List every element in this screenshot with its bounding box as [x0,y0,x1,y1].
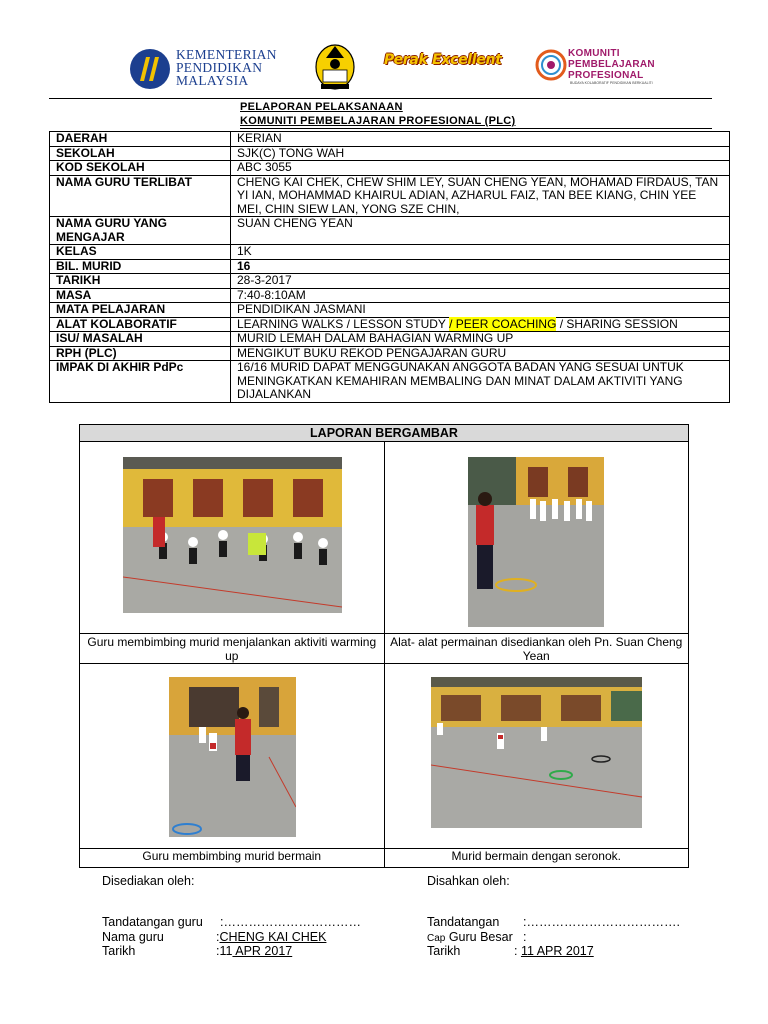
sekolah-label: SEKOLAH [50,146,231,161]
kpm-wordmark [176,48,277,87]
teacher-name-colon: : [216,930,220,944]
left-date-field [216,944,292,958]
kelas-value: 1K [231,245,730,260]
left-date-label: Tarikh [102,944,136,958]
alat-part-highlighted: / PEER COACHING [449,316,557,331]
approved-by-label: Disahkan oleh: [427,874,510,888]
perak-crest-icon [312,40,358,92]
photo-caption-3: Guru membimbing murid bermain [80,849,385,868]
plc-emblem-icon [534,48,568,82]
impak-label: IMPAK DI AKHIR PdPc [50,361,231,403]
table-row [50,146,730,161]
table-row [50,161,730,176]
photo-caption-4: Murid bermain dengan seronok. [384,849,689,868]
table-row [50,175,730,217]
guru-terlibat-value: CHENG KAI CHEK, CHEW SHIM LEY, SUAN CHENG YEAN, MOHAMAD FIRDAUS, TAN YI IAN, MOHAMMAD KHAIRUL ADIAN, AZHARUL FAIZ, TAN BEE KIANG, CHIN YEE MEI, CHIN SIEW LAN, YONG SZE CHIN, [231,175,730,217]
isu-label: ISU/ MASALAH [50,332,231,347]
bil-murid-value: 16 [231,259,730,274]
perak-excellent-logo [384,52,508,76]
teacher-name-value: CHENG KAI CHEK [219,930,327,944]
mata-pelajaran-label: MATA PELAJARAN [50,303,231,318]
kpm-logo [130,46,290,90]
right-date-label: Tarikh [427,944,461,958]
photo-cell-4 [384,664,689,849]
impak-value: 16/16 MURID DAPAT MENGGUNAKAN ANGGOTA BADAN YANG SESUAI UNTUK MENINGKATKAN KEMAHIRAN MEMBALING DAN MINAT DALAM AKTIVITI YANG DIJALANKAN [231,361,730,403]
headmaster-signature-line: :………………………………. [523,915,680,929]
equipment-photo [468,457,604,627]
guru-mengajar-label: NAMA GURU YANG MENGAJAR [50,217,231,245]
bil-murid-label: BIL. MURID [50,259,231,274]
guru-terlibat-label: NAMA GURU TERLIBAT [50,175,231,217]
plc-wordmark [568,48,655,81]
left-date-day: :11 [216,944,233,958]
info-table [49,131,730,403]
students-playing-photo [431,677,642,828]
daerah-label: DAERAH [50,132,231,147]
report-title-line-2: KOMUNITI PEMBELAJARAN PROFESIONAL (PLC) [240,115,516,127]
plc-line-2: PEMBELAJARAN [568,59,655,70]
alat-kolaboratif-label: ALAT KOLABORATIF [50,317,231,332]
photo-cell-2 [384,442,689,634]
table-row [50,346,730,361]
kod-sekolah-label: KOD SEKOLAH [50,161,231,176]
headmaster-label: Guru Besar [445,930,513,944]
table-row [50,217,730,245]
photo-report-heading: LAPORAN BERGAMBAR [80,425,689,442]
table-row [50,332,730,347]
right-date-field [514,944,594,958]
tarikh-label: TARIKH [50,274,231,289]
alat-part-c: / SHARING SESSION [556,316,678,331]
perak-crest-logo [312,40,358,92]
right-date-colon: : [514,944,521,958]
tarikh-value: 28-3-2017 [231,274,730,289]
plc-tagline: BUDAYA KOLABORATIF PENDIDIKAN BERKUALITI [570,81,653,85]
prepared-by-label: Disediakan oleh: [102,874,195,888]
table-row [50,317,730,332]
photo-cell-3 [80,664,385,849]
guided-play-photo [169,677,296,837]
teacher-signature-line: :…………………………… [220,915,361,929]
plc-line-1: KOMUNITI [568,48,620,59]
teacher-signature-label: Tandatangan guru [102,915,203,929]
perak-excellent-wordmark: Perak Excellent [384,52,502,68]
headmaster-stamp-row [427,930,513,944]
kpm-line-2: PENDIDIKAN [176,60,263,75]
kelas-label: KELAS [50,245,231,260]
table-row [50,361,730,403]
table-row [50,274,730,289]
plc-logo [534,46,655,90]
mata-pelajaran-value: PENDIDIKAN JASMANI [231,303,730,318]
teacher-name-label: Nama guru [102,930,164,944]
photo-report-table [79,424,689,868]
stamp-label: Cap [427,933,446,944]
photo-caption-1: Guru membimbing murid menjalankan aktiviti warming up [80,634,385,664]
alat-part-a: LEARNING WALKS / LESSON STUDY [237,316,450,331]
rph-label: RPH (PLC) [50,346,231,361]
table-row [50,303,730,318]
right-date-value: 11 APR 2017 [520,944,594,958]
header-rule [49,98,712,99]
rph-value: MENGIKUT BUKU REKOD PENGAJARAN GURU [231,346,730,361]
daerah-value: KERIAN [231,132,730,147]
isu-value: MURID LEMAH DALAM BAHAGIAN WARMING UP [231,332,730,347]
photo-caption-2: Alat- alat permainan disediankan oleh Pn. Suan Cheng Yean [384,634,689,664]
sekolah-value: SJK(C) TONG WAH [231,146,730,161]
alat-kolaboratif-value [231,317,730,332]
kod-sekolah-value: ABC 3055 [231,161,730,176]
table-row [50,132,730,147]
table-row [50,259,730,274]
warmup-activity-photo [123,457,342,613]
guru-mengajar-value: SUAN CHENG YEAN [231,217,730,245]
title-rule [240,128,712,129]
table-row [50,245,730,260]
kpm-line-3: MALAYSIA [176,73,249,88]
teacher-name-field [216,930,326,944]
masa-value: 7:40-8:10AM [231,288,730,303]
left-date-month-year: APR 2017 [232,944,293,958]
photo-cell-1 [80,442,385,634]
masa-label: MASA [50,288,231,303]
kpm-line-1: KEMENTERIAN [176,47,277,62]
kpm-emblem-icon [130,49,170,89]
report-title-line-1: PELAPORAN PELAKSANAAN [240,101,403,113]
table-row [50,288,730,303]
headmaster-signature-label: Tandatangan [427,915,500,929]
plc-line-3: PROFESIONAL [568,70,644,81]
headmaster-colon: : [523,930,527,944]
